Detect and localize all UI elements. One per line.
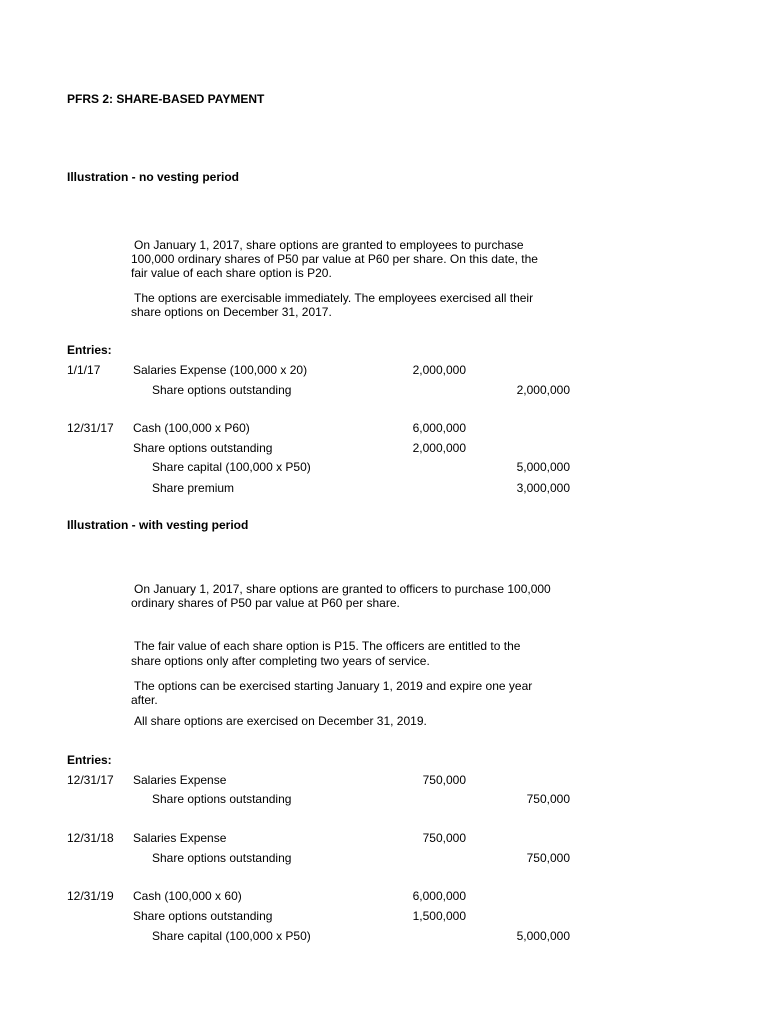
page-title: PFRS 2: SHARE-BASED PAYMENT: [67, 92, 265, 106]
illustration-2-entries-label: Entries:: [67, 753, 112, 767]
illustration-1-paragraph-2-line-2: share options on December 31, 2017.: [131, 305, 332, 319]
entry-account: Share options outstanding: [133, 909, 273, 923]
entry-date: 12/31/17: [67, 421, 114, 435]
entry-credit: 5,000,000: [516, 460, 570, 474]
illustration-1-paragraph-1-line-1: On January 1, 2017, share options are granted to employees to purchase: [134, 238, 524, 252]
illustration-1-paragraph-1-line-3: fair value of each share option is P20.: [131, 266, 332, 280]
entry-account: Share capital (100,000 x P50): [152, 460, 311, 474]
entry-account: Share options outstanding: [133, 441, 273, 455]
illustration-2-paragraph-4-line-1: All share options are exercised on December 31, 2019.: [134, 714, 427, 728]
illustration-1-heading: Illustration - no vesting period: [67, 170, 240, 184]
entry-account: Share options outstanding: [152, 792, 292, 806]
entry-debit: 1,500,000: [412, 909, 466, 923]
entry-date: 12/31/19: [67, 889, 114, 903]
entry-debit: 6,000,000: [412, 889, 466, 903]
entry-account: Cash (100,000 x 60): [133, 889, 242, 903]
entry-account: Salaries Expense: [133, 773, 227, 787]
illustration-1-paragraph-2-line-1: The options are exercisable immediately. The employees exercised all their: [134, 291, 534, 305]
entry-debit: 750,000: [422, 831, 466, 845]
illustration-2-paragraph-2-line-1: The fair value of each share option is P15. The officers are entitled to the: [134, 639, 521, 653]
entry-date: 12/31/18: [67, 831, 114, 845]
entry-debit: 2,000,000: [412, 363, 466, 377]
entry-credit: 750,000: [526, 851, 570, 865]
entry-debit: 750,000: [422, 773, 466, 787]
illustration-2-paragraph-3-line-2: after.: [131, 693, 158, 707]
entry-account: Share capital (100,000 x P50): [152, 929, 311, 943]
entry-credit: 3,000,000: [516, 481, 570, 495]
entry-debit: 2,000,000: [412, 441, 466, 455]
illustration-2-paragraph-1-line-1: On January 1, 2017, share options are granted to officers to purchase 100,000: [134, 582, 551, 596]
entry-account: Cash (100,000 x P60): [133, 421, 250, 435]
entry-account: Salaries Expense (100,000 x 20): [133, 363, 308, 377]
entry-account: Salaries Expense: [133, 831, 227, 845]
entry-credit: 2,000,000: [516, 383, 570, 397]
illustration-2-paragraph-1-line-2: ordinary shares of P50 par value at P60 per share.: [131, 596, 400, 610]
entry-credit: 750,000: [526, 792, 570, 806]
illustration-1-entries-label: Entries:: [67, 343, 112, 357]
illustration-1-paragraph-1-line-2: 100,000 ordinary shares of P50 par value at P60 per share. On this date, the: [131, 252, 538, 266]
entry-date: 12/31/17: [67, 773, 114, 787]
illustration-2-paragraph-2-line-2: share options only after completing two years of service.: [131, 654, 430, 668]
illustration-2-paragraph-3-line-1: The options can be exercised starting January 1, 2019 and expire one year: [134, 679, 533, 693]
entry-account: Share options outstanding: [152, 383, 292, 397]
entry-account: Share premium: [152, 481, 235, 495]
entry-credit: 5,000,000: [516, 929, 570, 943]
illustration-2-heading: Illustration - with vesting period: [67, 518, 249, 532]
entry-account: Share options outstanding: [152, 851, 292, 865]
entry-debit: 6,000,000: [412, 421, 466, 435]
entry-date: 1/1/17: [67, 363, 101, 377]
